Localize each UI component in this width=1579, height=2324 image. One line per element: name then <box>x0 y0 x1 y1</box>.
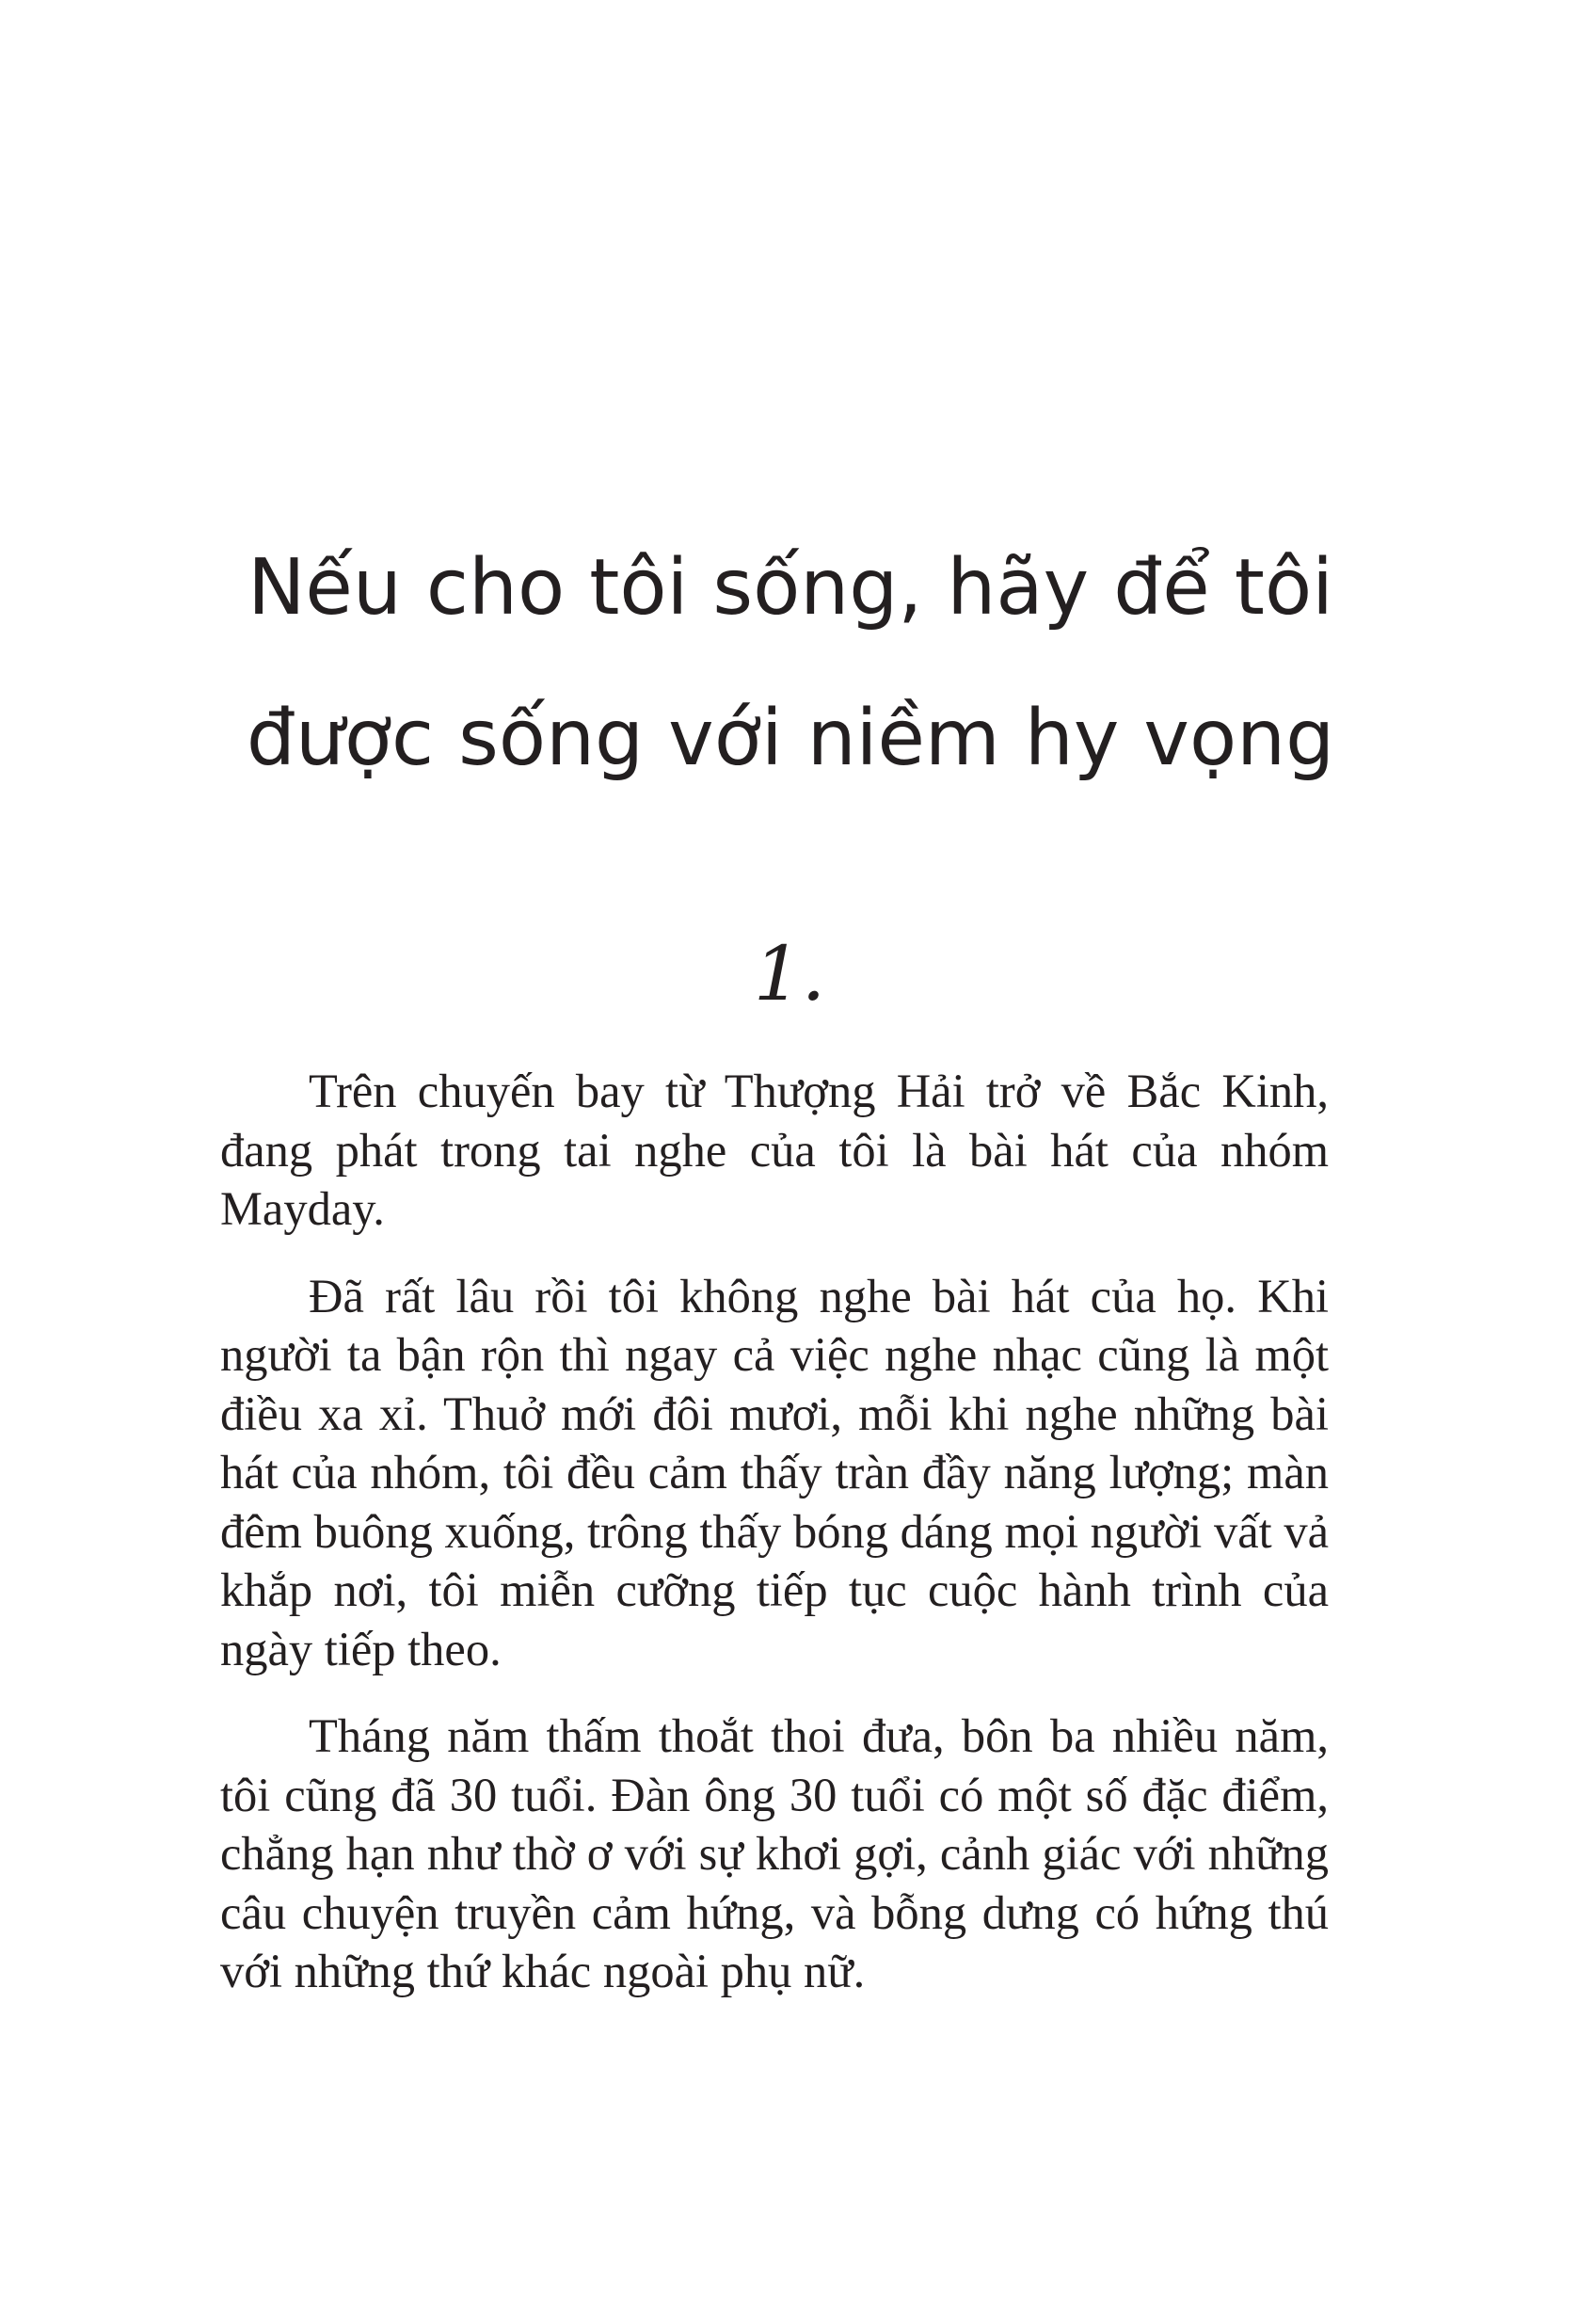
chapter-title-line-1: Nếu cho tôi sống, hãy để tôi <box>247 543 1333 633</box>
chapter-title-line-2: được sống với niềm hy vọng <box>246 694 1335 783</box>
chapter-title <box>226 513 1355 814</box>
paragraph-3: Tháng năm thấm thoắt thoi đưa, bôn ba nhiều năm, tôi cũng đã 30 tuổi. Đàn ông 30 tuổi có một số đặc điểm, chẳng hạn như thờ ơ với sự khơi gợi, cảnh giác với những câu chuyện truyền cảm hứng, và bỗng dưng có hứng thú với những thứ khác ngoài phụ nữ. <box>220 1709 1329 1997</box>
section-number: 1. <box>753 930 826 1018</box>
chapter-body <box>220 1062 1329 2029</box>
paragraph-2: Đã rất lâu rồi tôi không nghe bài hát của họ. Khi người ta bận rộn thì ngay cả việc nghe nhạc cũng là một điều xa xỉ. Thuở mới đôi mươi, mỗi khi nghe những bài hát của nhóm, tôi đều cảm thấy tràn đầy năng lượng; màn đêm buông xuống, trông thấy bóng dáng mọi người vất vả khắp nơi, tôi miễn cưỡng tiếp tục cuộc hành trình của ngày tiếp theo. <box>220 1269 1329 1675</box>
paragraph-1: Trên chuyến bay từ Thượng Hải trở về Bắc Kinh, đang phát trong tai nghe của tôi là bài hát của nhóm Mayday. <box>220 1065 1329 1235</box>
